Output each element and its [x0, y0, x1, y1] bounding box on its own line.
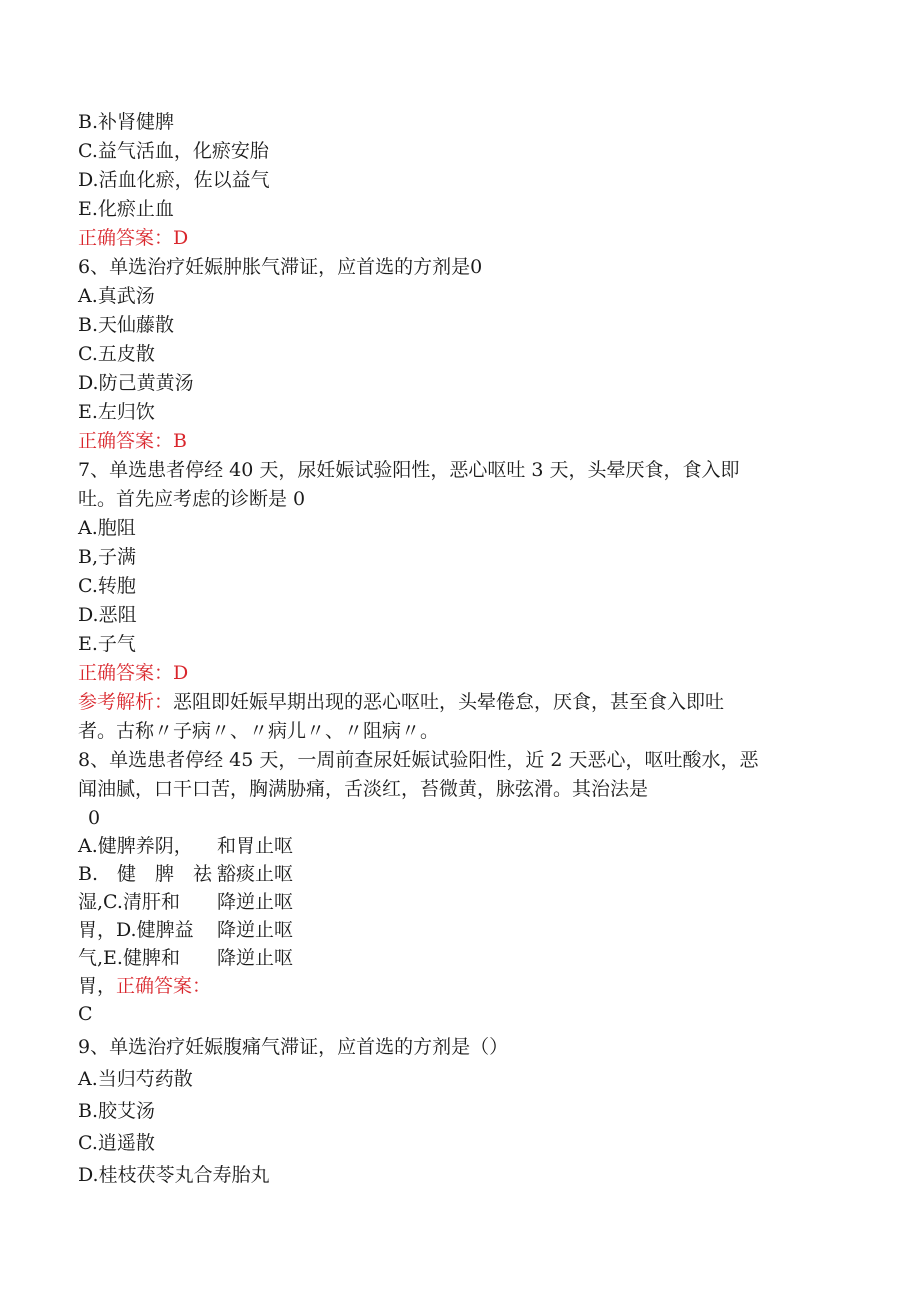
q8-option-row — [78, 888, 318, 916]
correct-answer-label: 正确答案： — [116, 975, 212, 997]
option-text: B.天仙藤散 — [78, 314, 175, 336]
explanation-label: 参考解析： — [78, 691, 174, 713]
explanation-text: 者。古称〃子病〃、〃病儿〃、〃阻病〃。 — [78, 720, 440, 742]
question-stem: 闻油腻，口干口苦，胸满胁痛，舌淡红，苔微黄，脉弦滑。其治法是 — [78, 778, 649, 800]
option-text: C.转胞 — [78, 575, 136, 597]
option-text: B. 健 脾 祛 — [78, 863, 213, 885]
q8-options-block — [78, 832, 318, 1028]
question-stem: 0 — [88, 807, 101, 829]
question-stem: 9、单选治疗妊娠腹痛气滞证，应首选的方剂是（） — [78, 1036, 509, 1058]
option-text: B.胶艾汤 — [78, 1100, 156, 1122]
option-text: 湿,C.清肝和 — [78, 891, 180, 913]
option-text: A.当归芍药散 — [78, 1068, 193, 1090]
option-text: D.桂枝茯苓丸合寿胎丸 — [78, 1164, 270, 1186]
option-text: 豁痰止呕 — [217, 863, 294, 885]
option-text: D.防己黄黄汤 — [78, 372, 194, 394]
option-text: C.逍遥散 — [78, 1132, 155, 1154]
q8-option-row — [78, 916, 318, 944]
option-text: B,子满 — [78, 546, 137, 568]
correct-answer: 正确答案：D — [78, 662, 189, 684]
option-text: C.五皮散 — [78, 343, 155, 365]
explanation-text: 恶阻即妊娠早期出现的恶心呕吐，头晕倦怠，厌食，甚至食入即吐 — [173, 691, 725, 713]
question-stem: 6、单选治疗妊娠肿胀气滞证，应首选的方剂是0 — [78, 256, 483, 278]
q8-answer-row — [78, 972, 318, 1000]
question-stem: 7、单选患者停经 40 天，尿妊娠试验阳性，恶心呕吐 3 天，头晕厌食，食入即 — [78, 459, 740, 481]
option-text: B.补肾健脾 — [78, 111, 175, 133]
option-text: 胃， — [78, 975, 117, 997]
option-text: D.恶阻 — [78, 604, 137, 626]
correct-answer-value: C — [78, 1003, 93, 1025]
correct-answer: 正确答案：B — [78, 430, 187, 452]
question-stem: 8、单选患者停经 45 天，一周前查尿妊娠试验阳性，近 2 天恶心，呕吐酸水，恶 — [78, 749, 759, 771]
q8-option-row — [78, 944, 318, 972]
option-text: 气,E.健脾和 — [78, 947, 180, 969]
option-text: 降逆止呕 — [217, 919, 294, 941]
option-text: 降逆止呕 — [217, 947, 294, 969]
option-text: A.健脾养阴， — [78, 835, 193, 857]
option-text: E.左归饮 — [78, 401, 155, 423]
explanation — [78, 689, 724, 715]
option-text: D.活血化瘀，佐以益气 — [78, 169, 270, 191]
option-text: A.真武汤 — [78, 285, 155, 307]
correct-answer: 正确答案：D — [78, 227, 189, 249]
option-text: 和胃止呕 — [217, 835, 294, 857]
q8-option-row — [78, 860, 318, 888]
question-stem: 吐。首先应考虑的诊断是 0 — [78, 488, 306, 510]
option-text: A.胞阻 — [78, 517, 136, 539]
option-text: 胃，D.健脾益 — [78, 919, 194, 941]
option-text: 降逆止呕 — [217, 891, 294, 913]
option-text: C.益气活血，化瘀安胎 — [78, 140, 269, 162]
option-text: E.化瘀止血 — [78, 198, 174, 220]
q8-option-row — [78, 832, 318, 860]
option-text: E.子气 — [78, 633, 136, 655]
q8-answer-value-row — [78, 1000, 318, 1028]
